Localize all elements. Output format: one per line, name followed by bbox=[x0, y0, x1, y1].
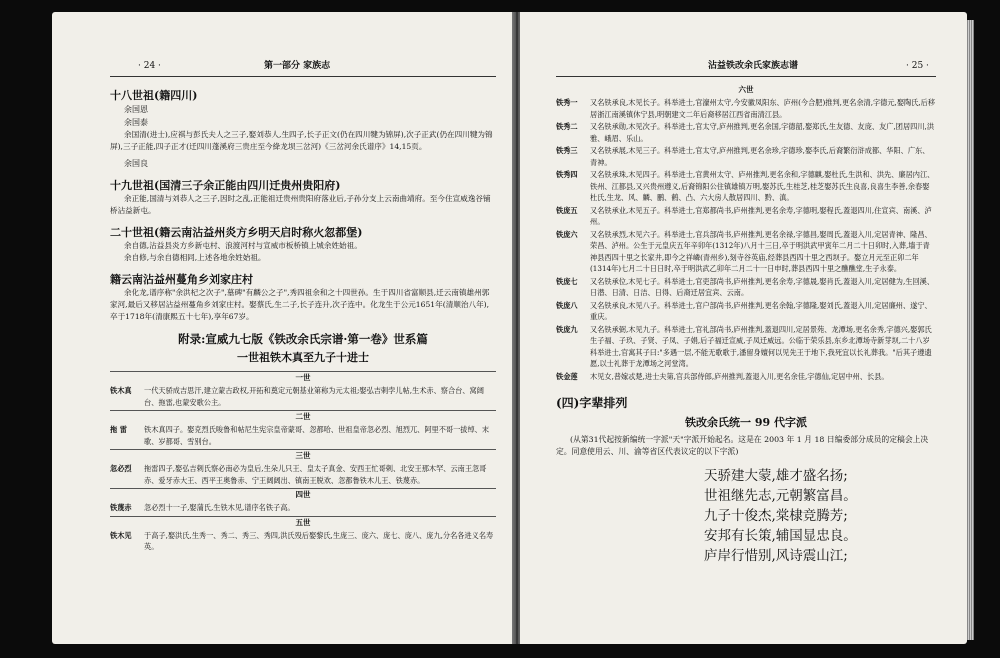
entry-text: 拖雷四子,娶弘吉剌氏察必南必为皇后,生朵儿只王、皇太子真金、安西王忙哥剌、北安王那木罕、云南王忽哥赤、爱牙赤大王、西平王奥鲁赤、宁王阔阔出、镇南王脱欢、忽都鲁铁木儿王、铁蔑赤。 bbox=[144, 464, 487, 485]
lineage-entry bbox=[556, 145, 936, 168]
entry-name: 铁秀二 bbox=[556, 122, 578, 131]
entry-text: 又名铁承良,木见长子。科举进士,官濠州太守,今安徽凤阳东、庐州(今合肥)推判,更名余清,字德元,娶陶氏,后移居浙江南溪镇休宁县,明朝建文二年后裔移居江西省南清江县。 bbox=[590, 98, 936, 119]
entry-text: 于高子,娶洪氏,生秀一、秀二、秀三、秀四,洪氏殁后娶黎氏,生庞三、庞六、庞七、庞八、庞九,分名各进义名寿英。 bbox=[144, 530, 494, 551]
lineage-entry bbox=[110, 385, 496, 408]
entry-name: 铁秀三 bbox=[556, 146, 578, 155]
entry-text: 又名铁承业,木见五子。科举进士,官郑都尚书,庐州推判,更名余寿,字德明,娶程氏,蓋退四川,住宣宾、南溪、泸州。 bbox=[590, 205, 932, 226]
left-header-rule bbox=[110, 76, 496, 77]
generation-label: 二世 bbox=[110, 410, 496, 423]
right-page bbox=[520, 12, 967, 644]
left-page bbox=[52, 12, 512, 644]
entry-text: 铁木真四子。娶克烈氏唆鲁和帖尼生宪宗皇帝蒙哥、忽都哈、世祖皇帝忽必烈、旭烈兀、阿里不哥一拔绰、末歌、岁都哥、雪别台。 bbox=[144, 425, 490, 446]
entry-name: 铁秀四 bbox=[556, 170, 578, 179]
verse-block bbox=[556, 466, 936, 566]
section-20th-gen-title: 二十世祖(籍云南沾益州炎方乡明天启时称火忽都堡) bbox=[110, 226, 363, 239]
generation-label: 四世 bbox=[110, 488, 496, 501]
entry-name: 铁庞九 bbox=[556, 324, 578, 334]
paragraph: 余自德,沾益县炎方乡新屯村、浪渡河村与宣威市板桥镇上城余姓始祖。 bbox=[124, 241, 362, 250]
entry-text: 一代天骄成吉思汗,建立蒙古政权,开拓和奠定元朝基业第称为元太祖;娶弘吉剌孛儿帖,生术赤、察合台、窝阔台、拖雷,也蒙安歌公主。 bbox=[144, 386, 484, 407]
right-header-rule bbox=[556, 76, 936, 77]
lineage-entry bbox=[556, 300, 936, 323]
paragraph: 余化龙,谱序称"余洪杞之次子",墓碑"有麟公之子",秀四祖余和之十四世孙。生于四川省富顺县,迁云南镇雄州郭家河,最后又移居沾益州蔓角乡刘家庄村。娶蔡氏,生二子,长子连升,次子连中。化龙生于公元1651年(清顺治八年),卒于1718年(清康熙五十七年),享年67岁。 bbox=[110, 288, 490, 321]
entry-name: 铁木见 bbox=[110, 530, 132, 540]
paragraph: 余自修,与余自德相同,上述各地余姓始祖。 bbox=[124, 253, 266, 262]
right-body bbox=[556, 84, 936, 566]
right-running-header: 沾益铁改余氏家族志谱 bbox=[708, 61, 799, 71]
left-body bbox=[110, 84, 496, 553]
lineage-entry bbox=[110, 463, 496, 486]
lineage-entry bbox=[556, 324, 936, 370]
lineage-entry bbox=[556, 371, 936, 383]
lineage-entry bbox=[556, 276, 936, 299]
entry-text: 又名铁承位,木见七子。科举进士,官吏部尚书,庐州推判,更名余寿,字德晟,娶肖氏,蓋退入川,定居健为,生回溪、日潜、日清、日洁、日得、后裔迁居宜宾、云南。 bbox=[590, 276, 935, 297]
verse-line: 天骄建大蒙,雄才盛名扬; bbox=[704, 468, 848, 484]
entry-name: 铁庞七 bbox=[556, 276, 578, 286]
entry-text: 又名铁承烈,木见六子。科举进士,官兵部尚书,庐州推判,更名余禄,字德昌,娶周氏,蓋退入川,定居青神、隆昌、荣昌、泸州。公生于元皇庆五年辛卯年(1312年)八月十三日,卒于明洪武甲寅年二月二十日卯时,入葬,墙于青神县西四十里之长家井,即今之祥嶙(青州乡),刻寺谷英庙,经葬县西四十里之西坝子。娶立月元至正卯二年(1314年)七月二十日日时,卒于明洪武乙卯年二月二十一日申时,葬县西四十里之醮醮堂,生子永泰。 bbox=[590, 229, 932, 273]
entry-name: 铁秀一 bbox=[556, 98, 578, 107]
appendix-title: 附录:宣威九七版《铁改余氏宗谱·第一卷》世系篇 bbox=[178, 332, 428, 346]
entry-name: 铁金莲 bbox=[556, 371, 578, 381]
name-line: 余国良 bbox=[124, 159, 148, 168]
entry-text: 又名铁承珠,木见四子。科举进士,官黄州太守、庐州推判,更名余和,字德麒,娶杜氏,生洪和、洪先、廉居内江、铁州、江都县,又兴贵州遵义,后裔锦阳公住镇雄镇万明,娶苏氏,生桂芝,桂芝娶苏氏生良喜,良喜生李善,余春娶杜氏,生龙、风、麟、鹏、鹤、凸、六大房人散居四川、黔、滇。 bbox=[590, 170, 935, 202]
section-4-subtitle: 铁改余氏统一 99 代字派 bbox=[685, 416, 807, 429]
section-4-note: (从第31代起按新编统一字派"天"字派开始起名。这是在 2003 年 1 月 18 日编委部分成员的定稿会上决定。同意使用云、川、渝等省区代表议定的以下字派) bbox=[556, 435, 929, 456]
lineage-entry bbox=[110, 424, 496, 447]
entry-text: 又名铁承勋,木见次子。科举进士,官太守,庐州推判,更名余国,字德韶,娶郑氏,生友德、友庞、友广,团居四川,洪雅、峨眉、乐山。 bbox=[590, 122, 935, 143]
name-line: 余国恩 bbox=[124, 105, 148, 114]
verse-line: 安邦有长策,辅国显忠良。 bbox=[704, 528, 857, 544]
entry-name: 铁庞六 bbox=[556, 229, 578, 239]
paragraph: 余正能,国清与刘恭人之三子,因时之乱,正能祖迁贵州贵阳府落业后,子孙分支上云南曲靖府。至今住宣威逸谷铺桥沾益新屯。 bbox=[110, 194, 491, 215]
generation-label: 三世 bbox=[110, 449, 496, 462]
entry-text: 又名铁承展,木见三子。科举进士,官太守,庐州推判,更名余珍,字德珍,娶李氏,后裔繁衍浒成都、华阳、广东、青神。 bbox=[590, 146, 930, 167]
entry-name: 忽必烈 bbox=[110, 464, 132, 473]
entry-name: 铁庞五 bbox=[556, 205, 578, 215]
generation-label: 五世 bbox=[110, 516, 496, 529]
verse-line: 庐岸行惜别,风诗震山江; bbox=[704, 548, 848, 564]
appendix-subtitle: 一世祖铁木真至九子十进士 bbox=[237, 351, 369, 364]
right-page-number: · 25 · bbox=[906, 61, 929, 71]
generation-label: 六世 bbox=[738, 85, 754, 94]
lineage-entry bbox=[556, 97, 936, 120]
entry-name: 铁庞八 bbox=[556, 300, 578, 310]
section-19th-gen-title: 十九世祖(国清三子余正能由四川迁贵州贵阳府) bbox=[110, 179, 341, 192]
lineage-entry bbox=[556, 169, 936, 204]
verse-line: 世祖继先志,元朝繁富昌。 bbox=[704, 488, 857, 504]
lineage-entry bbox=[556, 205, 936, 228]
lineage-entry bbox=[556, 229, 936, 275]
left-running-header: 第一部分 家族志 bbox=[264, 61, 331, 71]
section-4-title: (四)字辈排列 bbox=[556, 396, 628, 410]
entry-text: 木见女,普嫁忒楚,进士夫第,官兵部侍郎,庐州推判,蓋退入川,更名余佳,字德仙,定居中州、长县。 bbox=[590, 371, 889, 381]
entry-text: 忽必烈十一子,娶蒲氏,生铁木见,谱序名铁子高。 bbox=[144, 503, 295, 512]
lineage-entry bbox=[556, 121, 936, 144]
paragraph: 余国清(进士),应祺与彭氏夫人之三子,娶刘恭人,生四子,长子正文(仍在四川犍为锦屏),次子正武(仍在四川犍为锦屏),三子正能,四子正才(迁四川蓬溪府三贵庄至今絳龙坝三岔河)《三岔河余氏谱序》14,15页。 bbox=[110, 130, 493, 151]
section-liujiazhuang-title: 籍云南沾益州蔓角乡刘家庄村 bbox=[110, 273, 253, 286]
entry-text: 又名铁承弼,木见九子。科举进士,官礼部尚书,庐州推判,蓋退四川,定居景苑、龙潭场,更名余秀,字德兴,娶郭氏生子福、子玖、子贤、子凤、子娟,后子福迁宣威,子凤迁威远。公临于荣乐县,东乡北潭场寺新芽坝,二十八岁科举进士,官寓其子曰:"多遇一层,不能无歌歌于,潘留身嬗何以见先王于地下,我死宜以长礼葬我。"后其子遵遗愿,以士礼葬于龙潭场之河堂湾。 bbox=[590, 324, 932, 368]
entry-name: 拖 雷 bbox=[110, 425, 127, 434]
left-page-number: · 24 · bbox=[138, 61, 161, 71]
lineage-entry bbox=[110, 530, 496, 553]
entry-text: 又名铁承良,木见八子。科举进士,官户部尚书,庐州推判,更名余翰,字德隆,娶刘氏,蓋退入川,定居廉州、遂宁、重庆。 bbox=[590, 300, 932, 321]
verse-line: 九子十俊杰,棠棣竞腾芳; bbox=[704, 508, 848, 524]
generation-label: 一世 bbox=[110, 371, 496, 384]
generation-list bbox=[110, 371, 496, 553]
section-18th-gen-title: 十八世祖(籍四川) bbox=[110, 89, 198, 102]
entry-name: 铁蔑赤 bbox=[110, 503, 132, 512]
name-line: 余国泰 bbox=[124, 118, 148, 127]
lineage-entry bbox=[110, 502, 496, 514]
entry-name: 铁木真 bbox=[110, 386, 132, 395]
